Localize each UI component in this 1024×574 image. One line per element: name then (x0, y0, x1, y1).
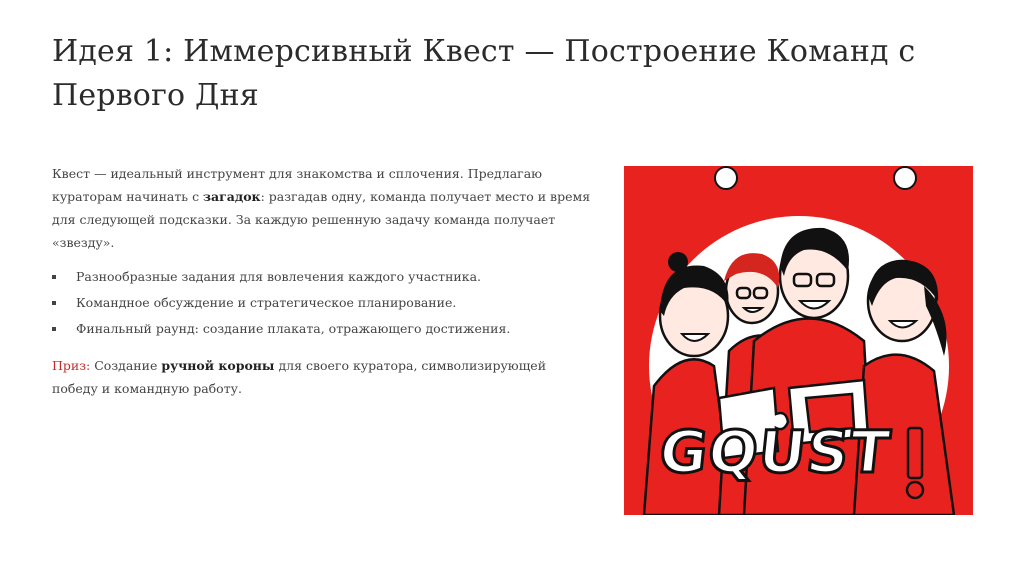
bullet-icon (52, 327, 56, 331)
slide-body (52, 162, 592, 400)
bullet-list (52, 266, 592, 340)
quest-poster-image (624, 166, 973, 515)
list-item (52, 292, 592, 314)
prize-text-2: для своего куратора, символизирующей победу и командную работу. (52, 358, 547, 396)
prize-bold: ручной короны (161, 358, 275, 373)
poster-word: GQUST (656, 418, 894, 486)
bullet-text: Финальный раунд: создание плаката, отражающего достижения. (76, 321, 511, 336)
prize-text-1: Создание (90, 358, 162, 373)
bullet-text: Разнообразные задания для вовлечения каждого участника. (76, 269, 481, 284)
list-item (52, 266, 592, 288)
intro-text-1: Квест — идеальный инструмент для знакомства и сплочения. Предлагаю кураторам начинать с (52, 166, 543, 204)
prize-paragraph (52, 354, 592, 400)
intro-text-2: : разгадав одну, команда получает место и время для следующей подсказки. За каждую решенную задачу команда получает «звезду». (52, 189, 591, 250)
slide-title: Идея 1: Иммерсивный Квест — Построение Команд с Первого Дня (52, 34, 916, 113)
bullet-icon (52, 275, 56, 279)
intro-bold: загадок (203, 189, 261, 204)
list-item (52, 318, 592, 340)
prize-label: Приз: (52, 358, 91, 373)
bullet-icon (52, 301, 56, 305)
intro-paragraph (52, 162, 592, 254)
bullet-text: Командное обсуждение и стратегическое планирование. (76, 295, 457, 310)
